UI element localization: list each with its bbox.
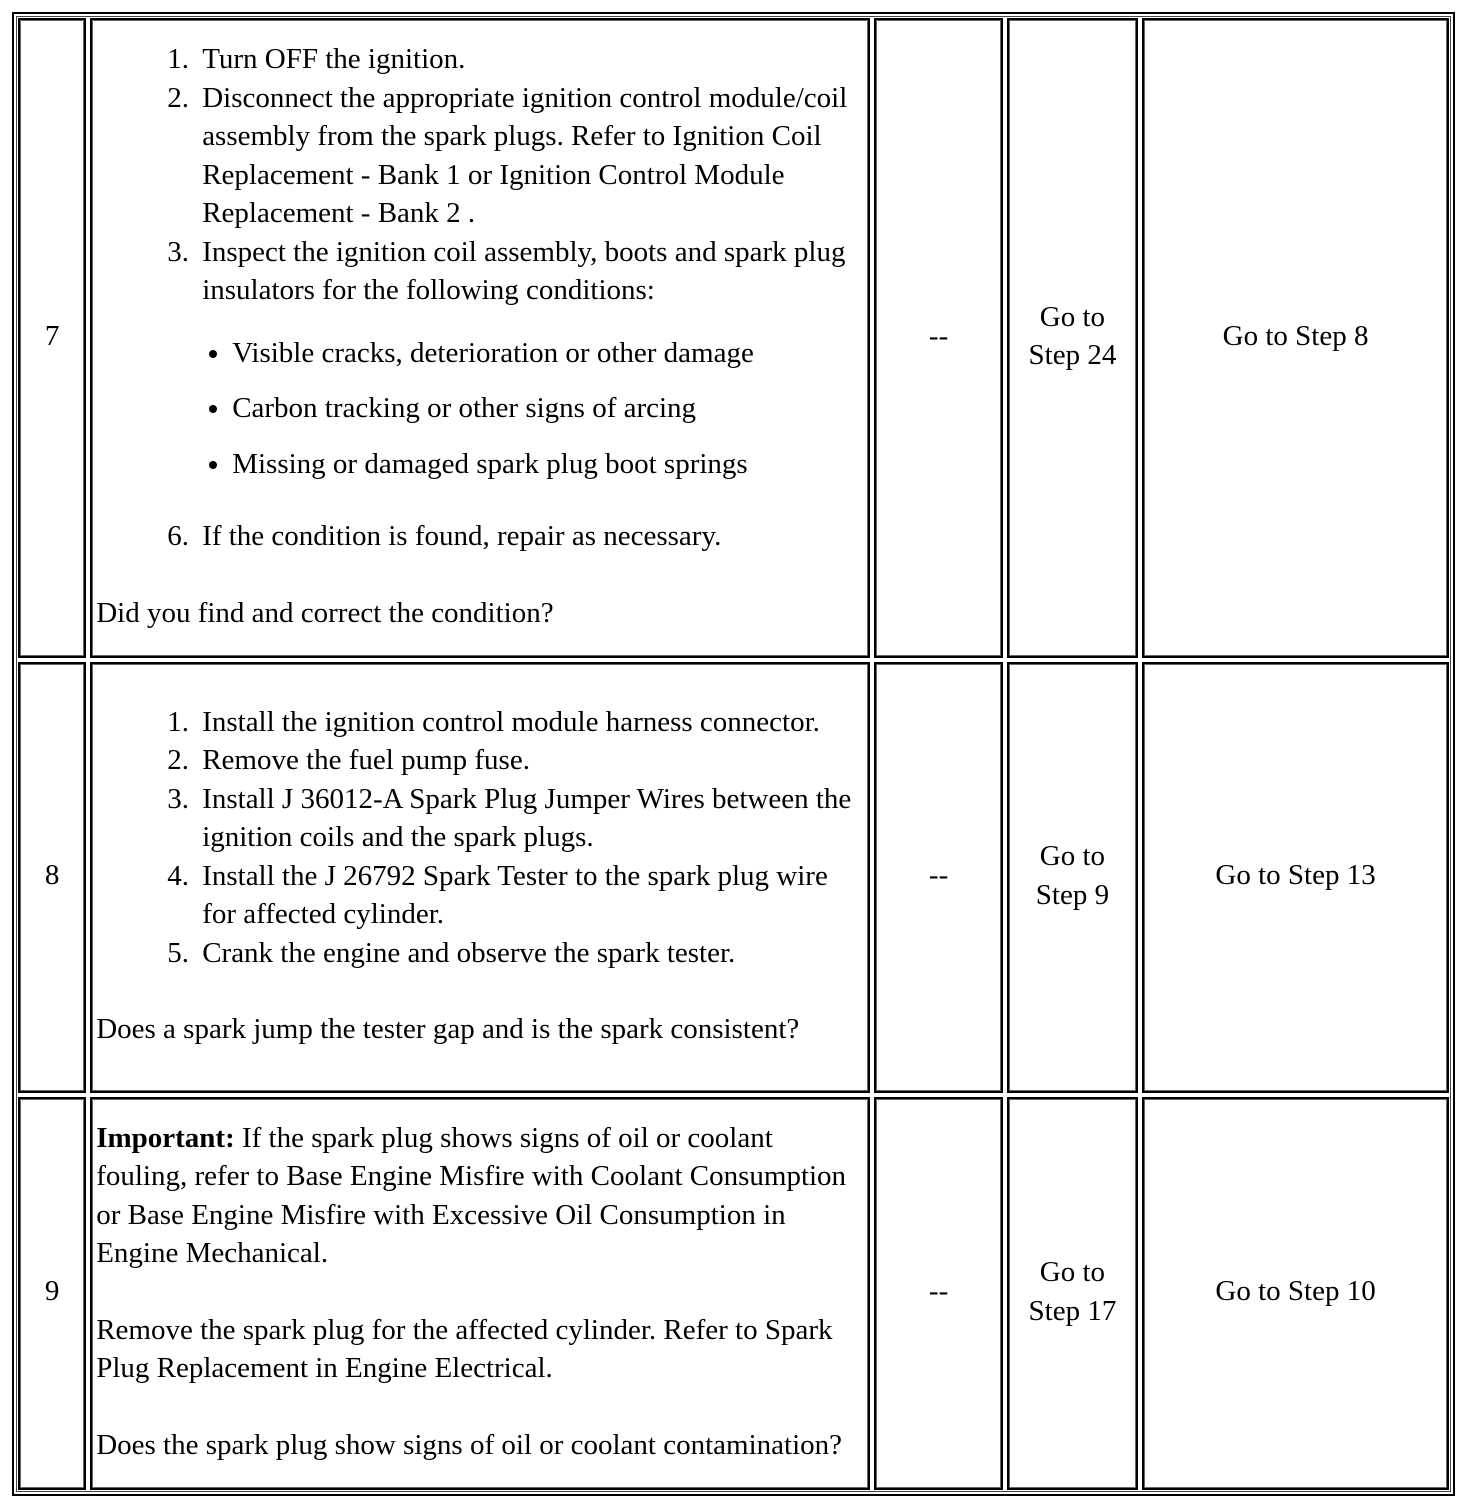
value-cell: -- [874, 662, 1002, 1093]
table-row [18, 18, 1449, 658]
list-item: 5. Crank the engine and observe the spark tester. [196, 934, 864, 973]
question-text: Did you find and correct the condition? [96, 596, 554, 629]
step-number: 7 [18, 18, 86, 658]
important-label: Important: [96, 1121, 235, 1154]
step-number: 8 [18, 662, 86, 1093]
list-item: • Carbon tracking or other signs of arcing [232, 389, 864, 428]
step-number: 9 [18, 1097, 86, 1490]
important-note [96, 1119, 864, 1273]
question-text: Does a spark jump the tester gap and is the spark consistent? [96, 1013, 800, 1045]
list-item: 1. Turn OFF the ignition. [196, 40, 864, 79]
yes-cell: Go to Step 9 [1007, 662, 1138, 1093]
action-steps [96, 40, 864, 310]
list-item: 3. Install J 36012-A Spark Plug Jumper Wires between the ignition coils and the spark plugs. [196, 780, 864, 857]
yes-cell: Go to Step 17 [1007, 1097, 1138, 1490]
important-text: If the spark plug shows signs of oil or coolant fouling, refer to Base Engine Misfire with Coolant Consumption or Base Engine Misfire with Excessive Oil Consumption in Engine Mechanical. [96, 1121, 847, 1270]
value-cell: -- [874, 1097, 1002, 1490]
question-text: Does the spark plug show signs of oil or coolant contamination? [96, 1428, 843, 1461]
no-cell: Go to Step 10 [1142, 1097, 1449, 1490]
value-cell: -- [874, 18, 1002, 658]
table-row [18, 662, 1449, 1093]
list-item: • Visible cracks, deterioration or other damage [232, 334, 864, 373]
no-cell: Go to Step 8 [1142, 18, 1449, 658]
action-cell [90, 662, 870, 1093]
diagnostic-table [12, 12, 1455, 1496]
no-cell: Go to Step 13 [1142, 662, 1449, 1093]
list-item: 2. Remove the fuel pump fuse. [196, 741, 864, 780]
condition-list [96, 334, 864, 484]
list-item: 2. Disconnect the appropriate ignition control module/coil assembly from the spark plugs. Refer to Ignition Coil Replacement - Bank 1 or Ignition Control Module Replacement - Bank 2 . [196, 79, 864, 233]
list-item: 6. If the condition is found, repair as necessary. [196, 517, 864, 556]
table-row [18, 1097, 1449, 1490]
instruction-text: Remove the spark plug for the affected cylinder. Refer to Spark Plug Replacement in Engine Electrical. [96, 1313, 833, 1385]
action-cell [90, 18, 870, 658]
action-cell [90, 1097, 870, 1490]
action-steps-continued [96, 517, 864, 556]
list-item: 3. Inspect the ignition coil assembly, boots and spark plug insulators for the following conditions: [196, 233, 864, 310]
list-item: 4. Install the J 26792 Spark Tester to the spark plug wire for affected cylinder. [196, 857, 864, 934]
list-item: 1. Install the ignition control module harness connector. [196, 703, 864, 742]
action-steps [96, 703, 864, 973]
list-item: • Missing or damaged spark plug boot springs [232, 445, 864, 484]
yes-cell: Go to Step 24 [1007, 18, 1138, 658]
